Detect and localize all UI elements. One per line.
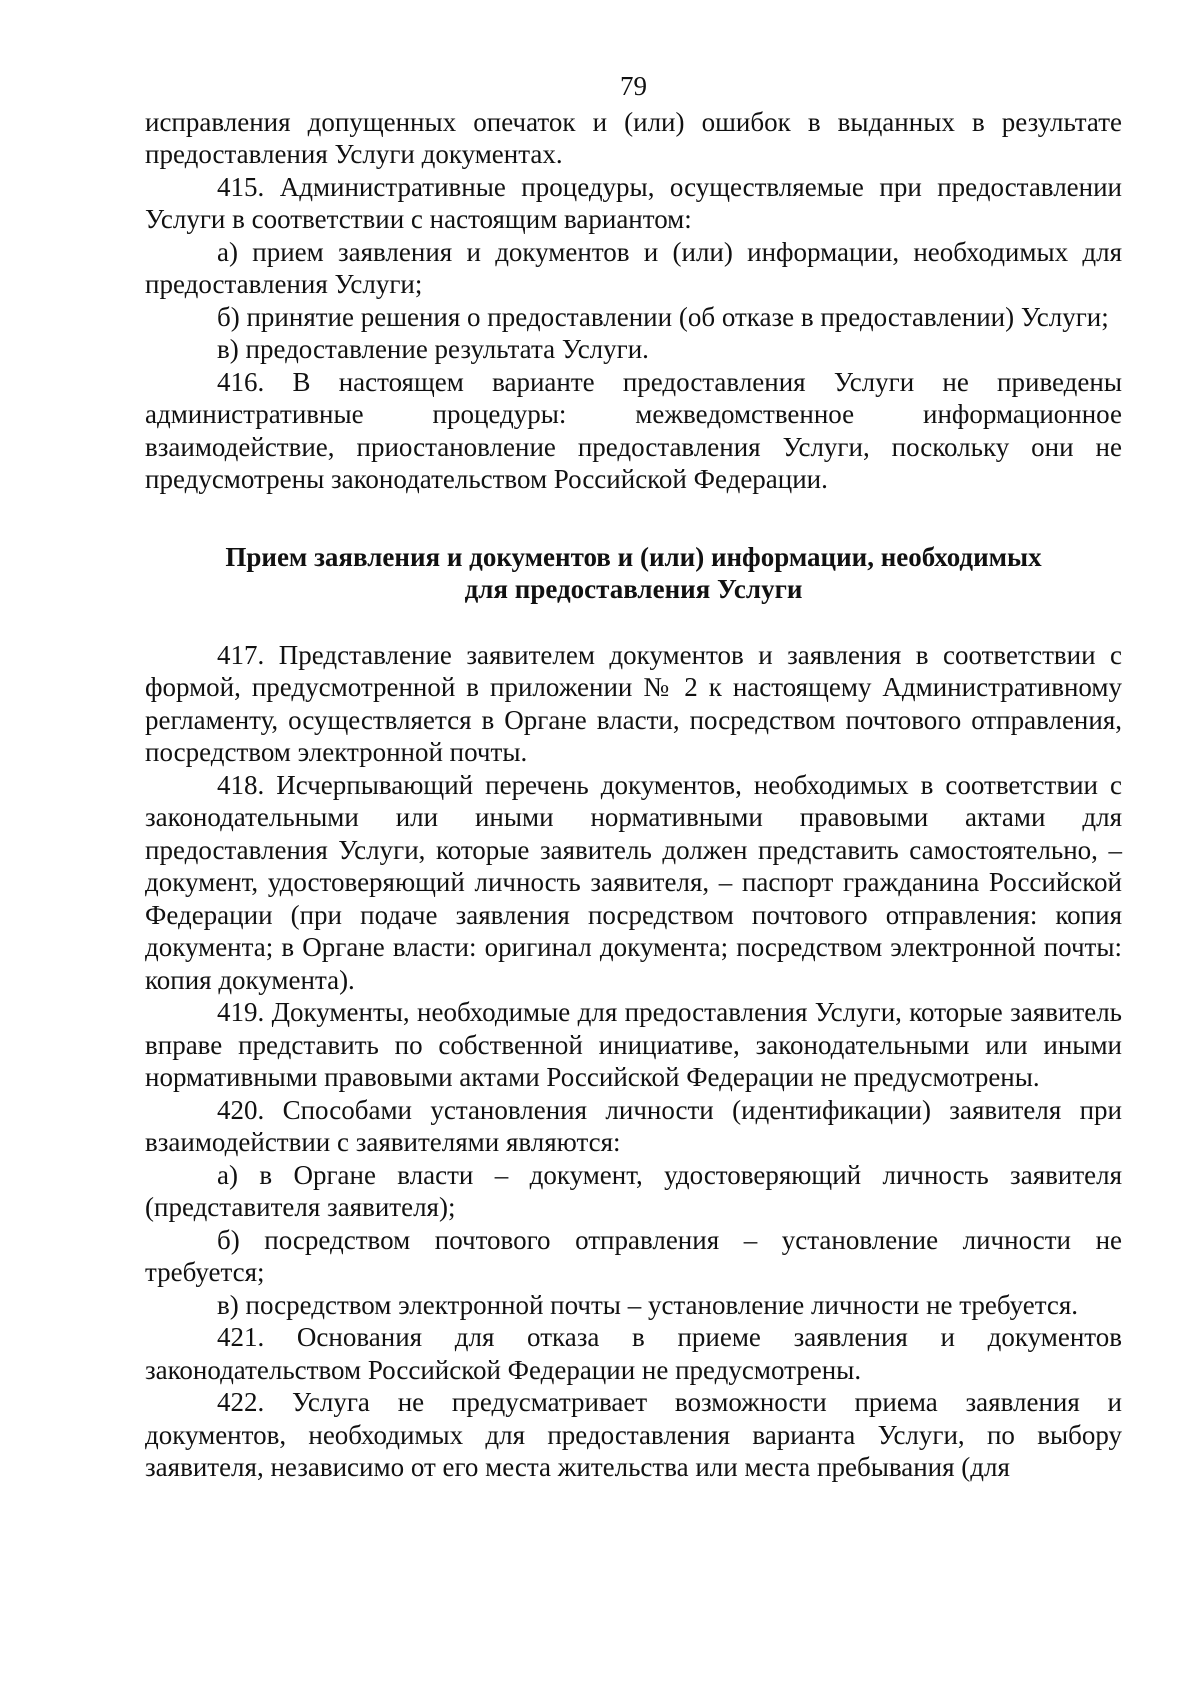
paragraph: 421. Основания для отказа в приеме заявления и документов законодательством Российской Федерации не предусмотрены. <box>145 1322 1122 1385</box>
paragraph: а) прием заявления и документов и (или) информации, необходимых для предоставления Услуги; <box>145 236 1122 299</box>
paragraphs-top <box>145 106 1122 496</box>
paragraphs-bottom <box>145 639 1122 1484</box>
paragraph: в) предоставление результата Услуги. <box>217 334 649 364</box>
document-page <box>145 70 1122 1484</box>
paragraph: 417. Представление заявителем документов и заявления в соответствии с формой, предусмотренной в приложении № 2 к настоящему Административному регламенту, осуществляется в Органе власти, посредством почтового отправления, посредством электронной почты. <box>145 639 1122 767</box>
paragraph: 416. В настоящем варианте предоставления Услуги не приведены административные процедуры: межведомственное информационное взаимодействие, приостановление предоставления Услуги, поскольку они не предусмотрены законодательством Российской Федерации. <box>145 366 1122 494</box>
paragraph: исправления допущенных опечаток и (или) ошибок в выданных в результате предоставления Услуги документах. <box>145 106 1122 169</box>
section-heading <box>145 541 1122 606</box>
paragraph: б) принятие решения о предоставлении (об отказе в предоставлении) Услуги; <box>217 301 1109 332</box>
paragraph: 418. Исчерпывающий перечень документов, необходимых в соответствии с законодательными или иными нормативными правовыми актами для предоставления Услуги, которые заявитель должен представить самостоятельно, – документ, удостоверяющий личность заявителя, – паспорт гражданина Российской Федерации (при подаче заявления посредством почтового отправления: копия документа; в Органе власти: оригинал документа; посредством электронной почты: копия документа). <box>145 769 1122 995</box>
section-heading-line2: для предоставления Услуги <box>464 574 803 604</box>
paragraph: 420. Способами установления личности (идентификации) заявителя при взаимодействии с заявителями являются: <box>145 1094 1122 1157</box>
page-number: 79 <box>620 71 647 101</box>
section-heading-line1: Прием заявления и документов и (или) информации, необходимых <box>225 541 1042 572</box>
paragraph: в) посредством электронной почты – установление личности не требуется. <box>217 1289 1078 1320</box>
paragraph: 419. Документы, необходимые для предоставления Услуги, которые заявитель вправе представить по собственной инициативе, законодательными или иными нормативными правовыми актами Российской Федерации не предусмотрены. <box>145 997 1122 1092</box>
paragraph: 415. Административные процедуры, осуществляемые при предоставлении Услуги в соответствии с настоящим вариантом: <box>145 171 1122 234</box>
paragraph: а) в Органе власти – документ, удостоверяющий личность заявителя (представителя заявителя); <box>145 1159 1122 1222</box>
paragraph: 422. Услуга не предусматривает возможности приема заявления и документов, необходимых для предоставления варианта Услуги, по выбору заявителя, независимо от его места жительства или места пребывания (для <box>145 1387 1122 1482</box>
paragraph: б) посредством почтового отправления – установление личности не требуется; <box>145 1224 1122 1287</box>
